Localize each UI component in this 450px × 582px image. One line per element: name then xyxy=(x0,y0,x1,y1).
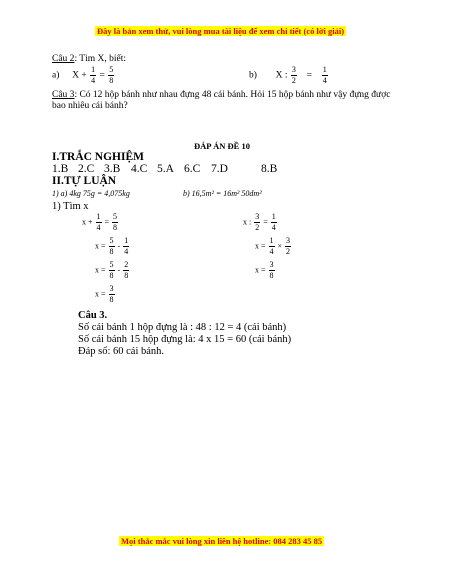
question-2-text: : Tìm X, biết: xyxy=(74,54,126,64)
question-3-line-2: bao nhiêu cái bánh? xyxy=(52,101,128,111)
equals-sign: = xyxy=(99,70,105,81)
fraction: $\frac{5}{8}$ xyxy=(109,65,114,85)
question-3-text: : Có 12 hộp bánh như nhau đựng 48 cái bánh. Hỏi 15 hộp bánh như vậy đựng được xyxy=(74,90,391,100)
q3-answer-line-2: Số cái bánh 15 hộp đựng là: 4 x 15 = 60 (cái bánh) xyxy=(78,334,292,345)
fraction: $\frac{3}{2}$ xyxy=(255,212,260,232)
conversion-b: b) 16,5m² = 16m² 50dm² xyxy=(183,189,262,198)
fraction: $\frac{3}{8}$ xyxy=(109,284,114,304)
section-2-title: II.TỰ LUẬN xyxy=(52,175,117,187)
q3-answer-line-3: Đáp số: 60 cái bánh. xyxy=(78,346,165,357)
part-a-label: a) xyxy=(52,70,60,81)
work-a-line-2: x = $\frac{5}{8}$ - $\frac{1}{4}$ xyxy=(95,236,129,256)
work-a-line-1: x + $\frac{1}{4}$ = $\frac{5}{8}$ xyxy=(82,212,118,232)
work-a-line-4: x = $\frac{3}{8}$ xyxy=(95,284,114,304)
work-b-line-1: x : $\frac{3}{2}$ = $\frac{1}{4}$ xyxy=(243,212,276,232)
mc-answer: 2.C xyxy=(78,163,95,175)
work-b-line-3: x = $\frac{3}{8}$ xyxy=(255,260,274,280)
find-x-label: 1) Tìm x xyxy=(52,201,89,212)
part-b-expr: X : xyxy=(275,70,288,81)
footer-banner: Mọi thắc mắc vui lòng xin liên hệ hotline: 084 283 45 85 xyxy=(121,536,323,546)
conversion-a: 1) a) 4kg 75g = 4,075kg xyxy=(52,189,130,198)
fraction: $\frac{3}{2}$ xyxy=(291,65,296,85)
question-2-label: Câu 2 xyxy=(52,54,75,64)
equals-sign: = xyxy=(306,70,313,81)
fraction: $\frac{5}{8}$ xyxy=(113,212,118,232)
mc-answer: 1.B xyxy=(52,163,69,175)
fraction: $\frac{1}{4}$ xyxy=(322,65,327,85)
q3-answer-line-1: Số cái bánh 1 hộp đựng là : 48 : 12 = 4 (cái bánh) xyxy=(78,322,287,333)
fraction: $\frac{5}{8}$ xyxy=(109,236,114,256)
q3-answer-title: Câu 3. xyxy=(78,310,108,321)
fraction: $\frac{5}{8}$ xyxy=(109,260,114,280)
fraction: $\frac{1}{4}$ xyxy=(124,236,129,256)
question-2-heading xyxy=(52,54,126,64)
work-a-line-3: x = $\frac{5}{8}$ - $\frac{2}{8}$ xyxy=(95,260,129,280)
mc-answer: 4.C xyxy=(131,163,148,175)
question-2-part-b xyxy=(249,66,329,85)
fraction: $\frac{2}{8}$ xyxy=(124,260,129,280)
fraction: $\frac{1}{4}$ xyxy=(96,212,101,232)
work-b-line-2: x = $\frac{1}{4}$ × $\frac{3}{2}$ xyxy=(255,236,291,256)
mc-answer: 3.B xyxy=(104,163,121,175)
fraction: $\frac{1}{4}$ xyxy=(269,236,274,256)
mc-answer: 7.D xyxy=(211,163,228,175)
header-banner: Đây là bản xem thử, vui lòng mua tài liệu để xem chi tiết (có lời giải) xyxy=(97,26,345,36)
section-1-title: I.TRẮC NGHIỆM xyxy=(52,151,145,163)
fraction: $\frac{3}{8}$ xyxy=(269,260,274,280)
fraction: $\frac{1}{4}$ xyxy=(271,212,276,232)
fraction: $\frac{1}{4}$ xyxy=(91,65,96,85)
part-b-label: b) xyxy=(249,70,257,81)
mc-answer: 8.B xyxy=(261,163,278,175)
fraction: $\frac{3}{2}$ xyxy=(286,236,291,256)
question-3-label: Câu 3 xyxy=(52,90,75,100)
part-a-expr: X + xyxy=(72,70,87,81)
question-2-part-a xyxy=(52,66,115,85)
question-3-line-1 xyxy=(52,90,390,100)
mc-answer: 5.A xyxy=(157,163,174,175)
answer-title: ĐÁP ÁN ĐỀ 10 xyxy=(194,141,250,151)
mc-answer: 6.C xyxy=(184,163,201,175)
